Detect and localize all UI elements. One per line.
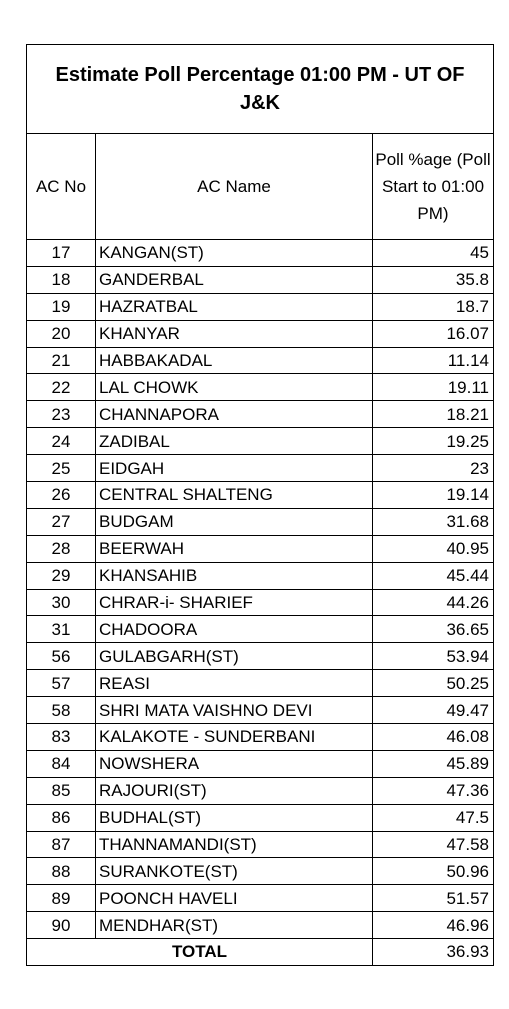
ac-no-cell: 89 (27, 885, 96, 912)
table-title: Estimate Poll Percentage 01:00 PM - UT OF J&K (27, 45, 494, 134)
table-row (27, 858, 494, 885)
table-row (27, 240, 494, 267)
ac-no-cell: 83 (27, 724, 96, 751)
ac-no-cell: 24 (27, 428, 96, 455)
ac-name-cell: EIDGAH (96, 455, 373, 482)
poll-value-cell: 19.11 (373, 374, 494, 401)
ac-name-cell: BUDHAL(ST) (96, 804, 373, 831)
poll-value-cell: 31.68 (373, 508, 494, 535)
ac-no-cell: 22 (27, 374, 96, 401)
ac-name-cell: SURANKOTE(ST) (96, 858, 373, 885)
ac-no-cell: 56 (27, 643, 96, 670)
table-row (27, 697, 494, 724)
poll-value-cell: 47.5 (373, 804, 494, 831)
ac-name-cell: BUDGAM (96, 508, 373, 535)
ac-no-cell: 21 (27, 347, 96, 374)
poll-value-cell: 40.95 (373, 535, 494, 562)
ac-no-cell: 31 (27, 616, 96, 643)
ac-no-cell: 58 (27, 697, 96, 724)
ac-no-cell: 17 (27, 240, 96, 267)
ac-name-cell: ZADIBAL (96, 428, 373, 455)
poll-value-cell: 19.14 (373, 482, 494, 509)
ac-name-cell: GANDERBAL (96, 266, 373, 293)
ac-no-cell: 87 (27, 831, 96, 858)
header-ac-no: AC No (27, 134, 96, 240)
table-row (27, 428, 494, 455)
ac-no-cell: 23 (27, 401, 96, 428)
table-row (27, 508, 494, 535)
ac-no-cell: 84 (27, 750, 96, 777)
ac-name-cell: LAL CHOWK (96, 374, 373, 401)
poll-table-sheet (26, 44, 493, 966)
poll-value-cell: 50.25 (373, 670, 494, 697)
ac-name-cell: KHANYAR (96, 320, 373, 347)
ac-no-cell: 28 (27, 535, 96, 562)
table-row (27, 831, 494, 858)
ac-name-cell: KALAKOTE - SUNDERBANI (96, 724, 373, 751)
ac-name-cell: KHANSAHIB (96, 562, 373, 589)
table-row (27, 670, 494, 697)
poll-value-cell: 46.96 (373, 912, 494, 939)
table-row (27, 643, 494, 670)
poll-percentage-table (26, 44, 494, 966)
table-row (27, 347, 494, 374)
poll-value-cell: 18.7 (373, 293, 494, 320)
ac-name-cell: MENDHAR(ST) (96, 912, 373, 939)
ac-name-cell: GULABGARH(ST) (96, 643, 373, 670)
poll-value-cell: 51.57 (373, 885, 494, 912)
poll-value-cell: 45 (373, 240, 494, 267)
table-row (27, 266, 494, 293)
ac-no-cell: 86 (27, 804, 96, 831)
poll-value-cell: 11.14 (373, 347, 494, 374)
ac-name-cell: POONCH HAVELI (96, 885, 373, 912)
poll-value-cell: 45.44 (373, 562, 494, 589)
ac-name-cell: REASI (96, 670, 373, 697)
ac-name-cell: THANNAMANDI(ST) (96, 831, 373, 858)
ac-name-cell: CHANNAPORA (96, 401, 373, 428)
table-row (27, 885, 494, 912)
ac-name-cell: HABBAKADAL (96, 347, 373, 374)
ac-no-cell: 85 (27, 777, 96, 804)
ac-no-cell: 27 (27, 508, 96, 535)
ac-name-cell: SHRI MATA VAISHNO DEVI (96, 697, 373, 724)
ac-name-cell: RAJOURI(ST) (96, 777, 373, 804)
poll-value-cell: 45.89 (373, 750, 494, 777)
poll-value-cell: 47.58 (373, 831, 494, 858)
ac-no-cell: 25 (27, 455, 96, 482)
table-row (27, 401, 494, 428)
ac-name-cell: BEERWAH (96, 535, 373, 562)
poll-value-cell: 36.65 (373, 616, 494, 643)
ac-no-cell: 57 (27, 670, 96, 697)
table-body (27, 240, 494, 939)
table-row (27, 535, 494, 562)
ac-no-cell: 88 (27, 858, 96, 885)
poll-value-cell: 53.94 (373, 643, 494, 670)
ac-name-cell: CHADOORA (96, 616, 373, 643)
table-row (27, 455, 494, 482)
table-row (27, 804, 494, 831)
poll-value-cell: 23 (373, 455, 494, 482)
table-row (27, 750, 494, 777)
ac-no-cell: 90 (27, 912, 96, 939)
poll-value-cell: 47.36 (373, 777, 494, 804)
poll-value-cell: 50.96 (373, 858, 494, 885)
ac-name-cell: HAZRATBAL (96, 293, 373, 320)
table-row (27, 724, 494, 751)
table-row (27, 912, 494, 939)
table-row (27, 562, 494, 589)
poll-value-cell: 19.25 (373, 428, 494, 455)
poll-value-cell: 44.26 (373, 589, 494, 616)
ac-no-cell: 26 (27, 482, 96, 509)
total-value: 36.93 (373, 939, 494, 966)
ac-no-cell: 30 (27, 589, 96, 616)
poll-value-cell: 35.8 (373, 266, 494, 293)
table-row (27, 616, 494, 643)
total-label: TOTAL (27, 939, 373, 966)
table-row (27, 777, 494, 804)
table-row (27, 293, 494, 320)
total-row (27, 939, 494, 966)
poll-value-cell: 46.08 (373, 724, 494, 751)
table-row (27, 320, 494, 347)
table-row (27, 374, 494, 401)
poll-value-cell: 16.07 (373, 320, 494, 347)
ac-name-cell: CENTRAL SHALTENG (96, 482, 373, 509)
ac-name-cell: NOWSHERA (96, 750, 373, 777)
ac-name-cell: CHRAR-i- SHARIEF (96, 589, 373, 616)
ac-no-cell: 19 (27, 293, 96, 320)
poll-value-cell: 18.21 (373, 401, 494, 428)
table-row (27, 589, 494, 616)
ac-no-cell: 20 (27, 320, 96, 347)
header-ac-name: AC Name (96, 134, 373, 240)
poll-value-cell: 49.47 (373, 697, 494, 724)
table-row (27, 482, 494, 509)
ac-no-cell: 29 (27, 562, 96, 589)
header-poll-percentage: Poll %age (Poll Start to 01:00 PM) (373, 134, 494, 240)
ac-name-cell: KANGAN(ST) (96, 240, 373, 267)
ac-no-cell: 18 (27, 266, 96, 293)
